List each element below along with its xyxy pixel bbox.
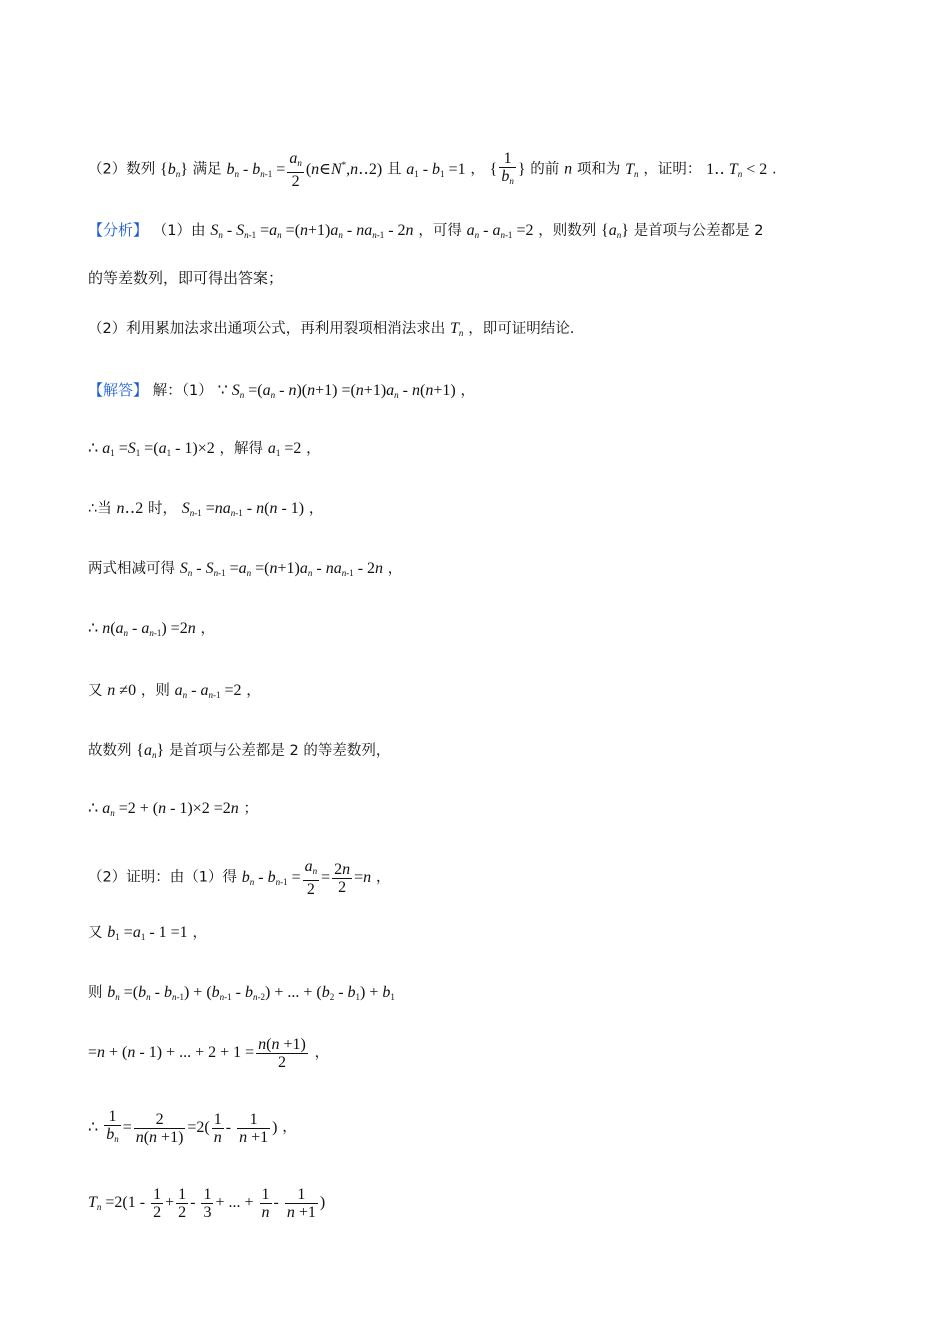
solution-line-12 — [88, 1036, 329, 1071]
solution-line-5 — [88, 616, 215, 645]
comma: ， — [282, 1119, 297, 1136]
math-inv-bn-split: ∴ $\frac{1}{b_n}$ = $\frac{2}{n(n +1)}$ =2( $\frac{1}{n}$ - $\frac{1}{n +1}$ ) — [88, 1108, 278, 1146]
solution-text-6: 又 — [88, 683, 103, 699]
q2-text-6: 项和为 — [576, 161, 621, 178]
semicolon: ； — [243, 801, 259, 817]
math-sn-def: ∵ $S_n =(a_n - n)(n+1) =(n+1)a_n - n(n+1)$ — [217, 382, 456, 400]
math-an-diff-2: $a_n - a_{n-1} =2$ — [174, 682, 242, 700]
solution-text-4: 时， — [147, 501, 177, 517]
solution-line-8 — [88, 796, 258, 825]
solution-line-13 — [88, 1108, 297, 1148]
q2-text-4: ， — [470, 161, 485, 178]
solution-text-3: 当 — [97, 501, 112, 517]
comma: ， — [200, 621, 215, 637]
q2-text-7: ，证明： — [643, 161, 702, 178]
math-Tn: $T_n$ — [625, 160, 639, 179]
analysis-text-1: （1）由 — [152, 223, 206, 239]
math-bn-closed: =n + (n - 1) + ... + 2 + 1 = $\frac{n(n +1)}{2}$ — [88, 1036, 306, 1071]
solution-line-7 — [88, 738, 390, 767]
comma: ， — [460, 383, 475, 399]
solution-text-1: 解：（1） — [152, 383, 213, 399]
math-an-formula: ∴ $a_n =2 + (n - 1)\times 2 =2n$ — [88, 800, 239, 818]
math-recurrence: $b_n - b_{n-1}$ = $\frac{a_n}{2}$ (n∈N*,n‥2) — [226, 150, 383, 190]
math-sn-1: $S_{n-1} =na_{n-1} - n(n - 1)$ — [181, 500, 305, 518]
solution-line-11 — [88, 980, 395, 1009]
comma: ， — [246, 683, 261, 699]
math-inv-bn: { $\frac{1}{b_n}$ } — [489, 150, 526, 186]
solution-text-2: ，解得 — [219, 441, 264, 457]
math-n-ne-0: n ≠0 — [107, 682, 137, 699]
solution-line-2 — [88, 436, 321, 465]
therefore-sign: ∴ — [88, 501, 98, 517]
math-bn-set: $\{b_n\}$ — [160, 160, 188, 179]
q2-text-8: . — [772, 161, 777, 178]
math-a1-s1: ∴ $a_1 =S_1 =(a_1 - 1)\times 2$ — [88, 440, 215, 458]
comma: ， — [192, 925, 207, 941]
math-n: n — [564, 160, 573, 178]
comma: ， — [308, 501, 324, 517]
solution-text-8: 故数列 — [88, 743, 132, 759]
solution-text-7: ，则 — [140, 683, 170, 699]
math-a1-value: $a_1 =2$ — [267, 440, 302, 458]
solution-text-5: 两式相减可得 — [88, 561, 175, 577]
q2-text-1: （2）数列 — [88, 161, 156, 178]
math-n-an: ∴ $n(a_n - a_{n-1}) =2n$ — [88, 620, 196, 638]
comma: ， — [314, 1045, 330, 1062]
math-an-set-2: $\{a_n\}$ — [136, 742, 165, 760]
solution-line-3 — [88, 496, 323, 525]
q2-text-5: 的前 — [530, 161, 560, 178]
solution-line-6 — [88, 678, 261, 707]
solution-tag: 【解答】 — [88, 381, 149, 399]
q2-text-3: 且 — [386, 161, 402, 178]
math-sn-diff-2: $S_n - S_{n-1} =a_n =(n+1)a_n - na_{n-1} - 2n$ — [179, 560, 384, 578]
analysis-text-6: ，即可证明结论. — [468, 321, 575, 337]
math-an-diff: $a_n - a_{n-1} =2$ — [466, 222, 534, 240]
math-Tn-sum: $T_n =2(1$ - $\frac{1}{2}$ + $\frac{1}{2}$ - $\frac{1}{3}$ + ... + $\frac{1}{n}$ - $\frac{1}{n +1}$ ) — [88, 1186, 326, 1221]
q2-text-2: 满足 — [192, 161, 222, 178]
analysis-text-3: ，则数列 — [538, 223, 597, 239]
solution-text-10: （2）证明：由（1）得 — [88, 869, 237, 886]
analysis-tag: 【分析】 — [88, 221, 149, 239]
comma: ， — [387, 561, 403, 577]
solution-text-11: 又 — [88, 925, 103, 941]
solution-text-9: 是首项与公差都是 2 的等差数列， — [168, 743, 391, 759]
math-Tn-2: $T_n$ — [450, 320, 464, 338]
math-b1: $b_1 =a_1 - 1 =1$ — [107, 924, 188, 942]
math-bn-diff: $b_n - b_{n-1}$ = $\frac{a_n}{2}$ = $\frac{2n}{2}$ =n — [241, 858, 372, 898]
math-sn-diff: $S_n - S_{n-1} =a_n =(n+1)a_n - na_{n-1} - 2n$ — [210, 222, 414, 240]
math-a1-b1: $a_1 - b_1 =1$ — [406, 160, 466, 179]
math-an-set: $\{a_n\}$ — [601, 222, 629, 240]
analysis-line-1 — [88, 218, 764, 247]
solution-line-14 — [88, 1186, 325, 1221]
analysis-text-5: （2）利用累加法求出通项公式，再利用裂项相消法求出 — [88, 321, 446, 337]
solution-line-4 — [88, 556, 402, 585]
analysis-text-2: ，可得 — [418, 223, 462, 239]
solution-text-12: 则 — [88, 985, 103, 1001]
analysis-line-3 — [88, 316, 574, 345]
analysis-text-4: 是首项与公差都是 2 — [633, 223, 764, 239]
solution-line-9 — [88, 858, 390, 898]
q2-statement — [88, 150, 777, 190]
comma: ， — [306, 441, 321, 457]
math-inequality: 1‥ $T_n < 2$ — [706, 160, 768, 179]
solution-line-10 — [88, 920, 207, 949]
comma: ， — [375, 869, 391, 886]
solution-line-1 — [88, 378, 475, 407]
math-bn-sum: $b_n =(b_n - b_{n-1}) + (b_{n-1} - b_{n-2})$ + ... + $(b_2 - b_1) + b_1$ — [107, 984, 395, 1002]
math-n-ge-2: n‥2 — [116, 500, 144, 517]
analysis-line-2: 的等差数列，即可得出答案； — [88, 269, 284, 287]
